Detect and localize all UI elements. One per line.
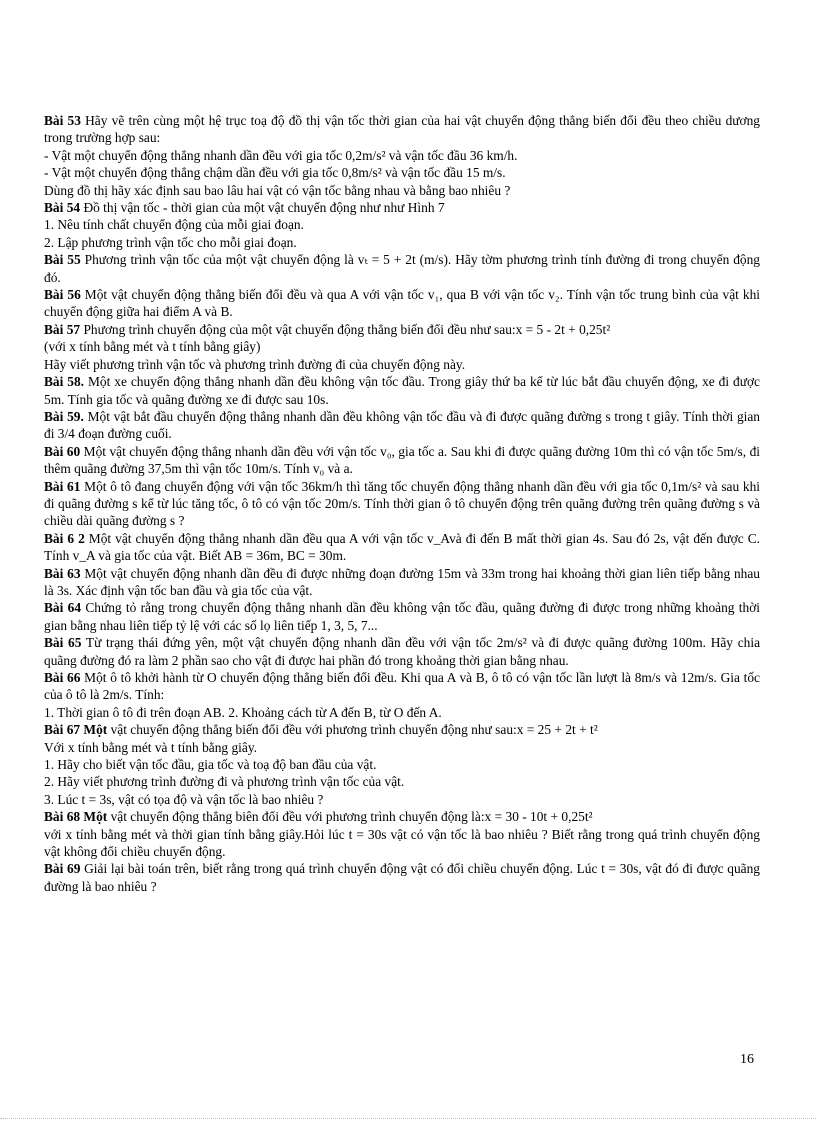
exercise-text: Hãy viết phương trình vận tốc và phương trình đường đi của chuyển động này. — [44, 356, 466, 372]
exercise-line — [44, 182, 760, 199]
exercise-line — [44, 164, 760, 181]
exercise-label: Bài 59. — [44, 408, 84, 424]
exercise-paragraph — [44, 669, 760, 704]
exercise-label: Bài 56 — [44, 287, 81, 303]
page-edge-divider — [0, 1118, 816, 1119]
exercise-paragraph — [44, 530, 760, 565]
exercise-text: 2. Lập phương trình vận tốc cho mỗi giai đoạn. — [44, 234, 297, 250]
exercise-text: Phương trình vận tốc của một vật chuyển động là vₜ = 5 + 2t (m/s). Hãy tờm phương trình tính đường đi trong chuyển động đó. — [44, 252, 760, 285]
exercise-label: Bài 57 — [44, 321, 81, 337]
exercise-paragraph — [44, 443, 760, 478]
exercise-line — [44, 234, 760, 251]
exercise-label: Bài 6 2 — [44, 530, 85, 546]
exercise-text: vật chuyển động thẳng biến đổi đều với phương trình chuyển động như sau:x = 25 + 2t + t² — [107, 722, 598, 738]
exercise-paragraph — [44, 286, 760, 321]
exercise-paragraph — [44, 565, 760, 600]
exercise-text: 1. Thời gian ô tô đi trên đoạn AB. 2. Khoảng cách từ A đến B, từ O đến A. — [44, 704, 442, 720]
exercise-text: Đồ thị vận tốc - thời gian của một vật chuyển động như như Hình 7 — [80, 200, 445, 216]
exercise-text: - Vật một chuyển động thẳng chậm dần đều với gia tốc 0,8m/s² và vận tốc đầu 15 m/s. — [44, 165, 506, 181]
page-number: 16 — [740, 1052, 754, 1067]
exercise-label: Bài 66 — [44, 670, 81, 685]
exercise-paragraph — [44, 634, 760, 669]
exercise-line — [44, 356, 760, 373]
exercise-text: Một vật chuyển động thẳng nhanh dần đều với vận tốc v₀, gia tốc a. Sau khi đi được quãng đường 10m thì có vận tốc 5m/s, đi thêm quãng đường 37,5m thì vận tốc 10m/s. Tính v₀ và a. — [44, 443, 760, 477]
exercise-text: Một ô tô đang chuyển động với vận tốc 36km/h thì tăng tốc chuyển động thẳng nhanh dần đều với gia tốc 0,1m/s² và sau khi đi quãng đường s kể từ lúc tăng tốc, ô tô có vận tốc 20m/s. Tính thời gian ô tô chuyển động trên quãng đường trên quãng đường s và chiều dài quãng đường s ? — [44, 478, 760, 529]
exercise-text: Phương trình chuyển động của một vật chuyển động thẳng biến đổi đều như sau:x = 5 - 2t + 0,25t² — [80, 321, 611, 337]
exercise-line — [44, 147, 760, 164]
exercise-text: Giải lại bài toán trên, biết rằng trong quá trình chuyển động vật có đổi chiều chuyển động. Lúc t = 30s, vật đó đi được quãng đường là bao nhiêu ? — [44, 861, 760, 894]
exercise-text: Chứng tỏ rằng trong chuyển động thẳng nhanh dần đều không vận tốc đầu, quãng đường đi được trong những khoảng thời gian bằng nhau liên tiếp tỷ lệ với các số lọ liên tiếp 1, 3, 5, 7... — [44, 600, 760, 633]
exercise-label: Bài 63 — [44, 565, 81, 581]
exercise-text: Một vật bắt đầu chuyển động thẳng nhanh dần đều không vận tốc đầu và đi được quãng đường s trong t giây. Tính thời gian đi 3/4 đoạn đường cuối. — [44, 408, 760, 442]
exercise-line — [44, 756, 760, 773]
exercise-label: Bài 67 Một — [44, 722, 108, 738]
exercise-text: 3. Lúc t = 3s, vật có tọa độ và vận tốc là bao nhiêu ? — [44, 791, 324, 807]
exercise-line — [44, 739, 760, 756]
exercise-line — [44, 773, 760, 790]
exercise-label: Bài 55 — [44, 252, 81, 268]
exercise-paragraph — [44, 199, 760, 216]
exercise-label: Bài 61 — [44, 478, 81, 494]
exercise-label: Bài 60 — [44, 443, 81, 459]
exercise-paragraph — [44, 721, 760, 738]
exercise-paragraph — [44, 112, 760, 147]
exercise-paragraph — [44, 251, 760, 286]
exercise-label: Bài 69 — [44, 861, 81, 877]
exercise-line — [44, 704, 760, 721]
exercise-text: 1. Hãy cho biết vận tốc đầu, gia tốc và toạ độ ban đầu của vật. — [44, 757, 377, 773]
exercise-text: với x tính bằng mét và thời gian tính bằng giây.Hỏi lúc t = 30s vật có vận tốc là bao nhiêu ? Biết rằng trong quá trình chuyển động vật không đổi chiều chuyển động. — [44, 826, 760, 860]
exercise-line — [44, 338, 760, 355]
exercise-line — [44, 216, 760, 233]
exercise-paragraph — [44, 599, 760, 634]
exercise-text: - Vật một chuyển động thẳng nhanh dần đều với gia tốc 0,2m/s² và vận tốc đầu 36 km/h. — [44, 147, 518, 163]
exercise-text: Một xe chuyển động thẳng nhanh dần đều không vận tốc đầu. Trong giây thứ ba kể từ lúc bắt đầu chuyển động, xe đi được 5m. Tính gia tốc và quãng đường xe đi được sau 10s. — [44, 374, 760, 407]
exercise-label: Bài 65 — [44, 635, 82, 651]
exercise-paragraph — [44, 808, 760, 825]
exercise-text: Một vật chuyển động nhanh dần đều đi được những đoạn đường 15m và 33m trong hai khoảng thời gian liên tiếp bằng nhau là 3s. Xác định vận tốc ban đầu và gia tốc của vật. — [44, 565, 760, 598]
exercise-line — [44, 791, 760, 808]
exercise-line — [44, 826, 760, 861]
exercise-label: Bài 68 Một — [44, 809, 108, 825]
exercise-paragraph — [44, 478, 760, 530]
exercise-label: Bài 58. — [44, 374, 85, 390]
exercise-label: Bài 53 — [44, 113, 81, 128]
exercise-text: Dùng đồ thị hãy xác định sau bao lâu hai vật có vận tốc bằng nhau và bằng bao nhiêu ? — [44, 182, 511, 198]
exercise-paragraph — [44, 860, 760, 895]
document-body — [44, 112, 760, 895]
exercise-text: 2. Hãy viết phương trình đường đi và phương trình vận tốc của vật. — [44, 774, 405, 790]
exercise-text: Một ô tô khởi hành từ O chuyển động thẳng biến đổi đều. Khi qua A và B, ô tô có vận tốc lần lượt là 8m/s và 12m/s. Gia tốc của ô tô là 2m/s. Tính: — [44, 670, 760, 703]
exercise-text: (với x tính bằng mét và t tính bằng giây) — [44, 339, 261, 355]
exercise-paragraph — [44, 373, 760, 408]
exercise-text: Một vật chuyển động thẳng biến đổi đều và qua A với vận tốc v₁, qua B với vận tốc v₂. Tính vận tốc trung bình của vật khi chuyển động giữa hai điểm A và B. — [44, 287, 760, 320]
exercise-label: Bài 64 — [44, 600, 82, 616]
exercise-text: 1. Nêu tính chất chuyển động của mỗi giai đoạn. — [44, 217, 304, 233]
exercise-text: vật chuyển động thẳng biên đổi đều với phương trình chuyển động là:x = 30 - 10t + 0,25t² — [107, 809, 593, 825]
exercise-text: Hãy vẽ trên cùng một hệ trục toạ độ đồ thị vận tốc thời gian của hai vật chuyển động thẳng biến đổi đều theo chiều dương trong trường hợp sau: — [44, 113, 760, 146]
exercise-text: Với x tính bằng mét và t tính bằng giây. — [44, 739, 257, 755]
exercise-text: Từ trạng thái đứng yên, một vật chuyển động nhanh dần đều với vận tốc 2m/s² và đi được quãng đường 100m. Hãy chia quãng đường đó ra làm 2 phần sao cho vật đi được hai phần đó trong khoảng thời gian bằng nhau. — [44, 635, 761, 668]
exercise-paragraph — [44, 321, 760, 338]
exercise-paragraph — [44, 408, 760, 443]
exercise-label: Bài 54 — [44, 200, 81, 216]
exercise-text: Một vật chuyển động thẳng nhanh dần đều qua A với vận tốc v_Avà đi đến B mất thời gian 4s. Sau đó 2s, vật đến được C. Tính v_A và gia tốc của vật. Biết AB = 36m, BC = 30m. — [44, 530, 760, 564]
